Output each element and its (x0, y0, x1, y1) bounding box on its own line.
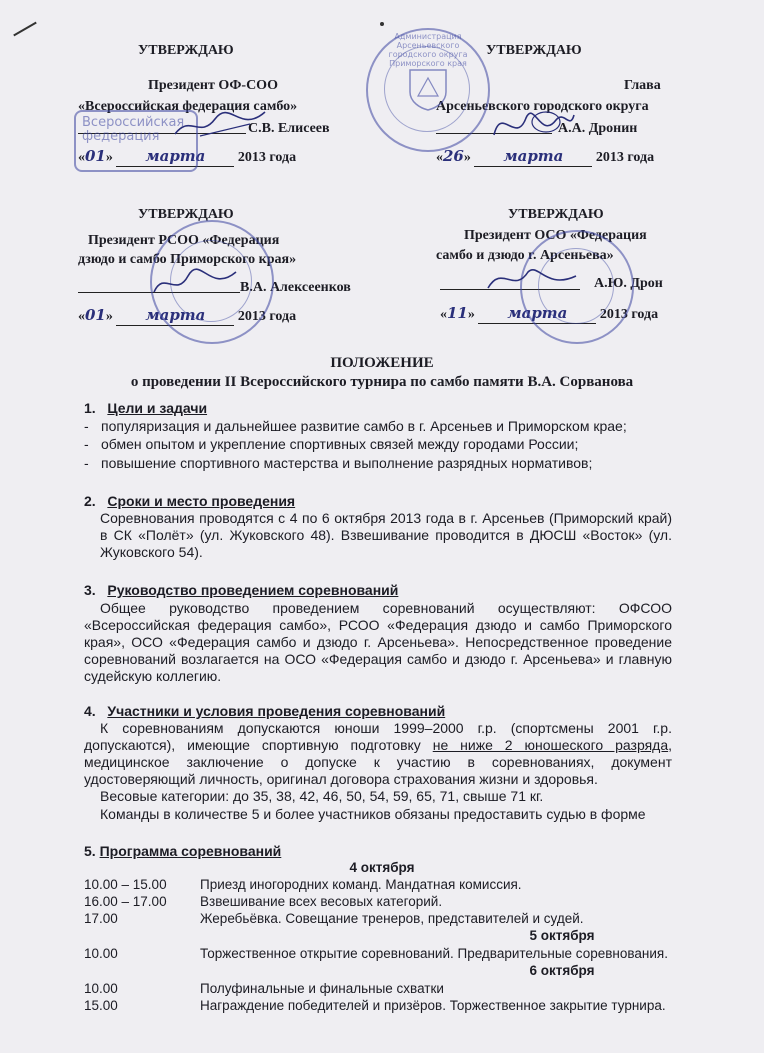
program-event: Полуфинальные и финальные схватки (200, 981, 444, 996)
approval-heading: УТВЕРЖДАЮ (486, 43, 582, 58)
arsenyev-stamp-text: Администрация Арсеньевского городского округа Приморского края (388, 32, 468, 68)
date-year: 2013 года (237, 309, 297, 324)
approval-signer: А.Ю. Дрон (594, 276, 663, 291)
approval-signer: С.В. Елисеев (248, 121, 330, 136)
approval-line1: Глава (624, 78, 661, 93)
program-row (84, 946, 668, 961)
bullet-mark: - (84, 436, 89, 452)
section-title: Руководство проведением соревнований (107, 582, 399, 598)
program-time: 10.00 – 15.00 (84, 877, 167, 892)
date-month: марта (503, 147, 564, 165)
program-time: 10.00 (84, 946, 118, 961)
signature-eliseev (170, 104, 270, 144)
approval-line2: дзюдо и самбо Приморского края» (78, 252, 297, 267)
document-subtitle: о проведении II Всероссийского турнира по самбо памяти В.А. Сорванова (130, 374, 634, 390)
program-event: Взвешивание всех весовых категорий. (200, 894, 443, 909)
date-month: марта (145, 306, 206, 324)
date-day: 01 (85, 306, 106, 324)
date-day: 26 (443, 147, 464, 165)
program-day-label: 4 октября (349, 860, 415, 875)
document-title: ПОЛОЖЕНИЕ (330, 355, 434, 371)
bullet-mark: - (84, 418, 89, 434)
section-1-heading (84, 400, 207, 416)
approval-signer: В.А. Алексеенков (240, 280, 351, 295)
date-quote-close: » (463, 150, 471, 165)
date-quote-open: « (440, 307, 447, 322)
section-4-text-underlined: не ниже 2 юношеского разряда (432, 737, 669, 753)
date-day: 01 (85, 147, 106, 165)
section-3-text: Общее руководство проведением соревнований осуществляют: ОФСОО «Всероссийская федерация самбо», РСОО «Федерация дзюдо и самбо Приморского края», ОСО «Федерация самбо и дзюдо г. Арсеньева». Непосредственное проведение соревнований возлагается на ОСО «Федерация самбо и дзюдо г. Арсеньева» и главную судейскую коллегию. (84, 600, 672, 684)
section-number: 2. (84, 493, 96, 509)
program-time: 15.00 (84, 998, 118, 1013)
section-4-text-b: , медицинское заключение о допуске к участию в соревнованиях, документ удостоверяющий личность, оригинал договора страхования жизни и здоровья. (84, 737, 672, 787)
program-row (84, 877, 522, 892)
ink-dot (380, 22, 384, 26)
date-year: 2013 года (237, 150, 297, 165)
date-quote-open: « (78, 150, 85, 165)
program-row (84, 894, 442, 909)
approval-line2: «Всероссийская федерация самбо» (78, 99, 298, 114)
program-time: 10.00 (84, 981, 118, 996)
section-5-heading (84, 843, 281, 859)
section-title: Сроки и место проведения (107, 493, 296, 509)
section-title: Цели и задачи (107, 400, 208, 416)
program-row (84, 998, 666, 1013)
program-event: Жеребьёвка. Совещание тренеров, представителей и судей. (200, 911, 584, 926)
section-number: 4. (84, 703, 96, 719)
vfs-stamp-text: Всероссийская федерация (82, 115, 185, 144)
date-quote-open: « (78, 309, 85, 324)
signature-dron (484, 260, 580, 300)
section-3-heading (84, 582, 398, 598)
date-month-line (474, 148, 592, 167)
date-year: 2013 года (599, 307, 659, 322)
approval-line2: самбо и дзюдо г. Арсеньева» (436, 248, 614, 263)
date-quote-open: « (436, 150, 443, 165)
program-event: Торжественное открытие соревнований. Предварительные соревнования. (200, 946, 668, 961)
program-row (84, 911, 584, 926)
list-item-text: обмен опытом и укрепление спортивных связей между городами России; (101, 436, 579, 452)
approval-signer: А.А. Дронин (558, 121, 638, 136)
program-row (84, 981, 444, 996)
approval-line1: Президент ОФ-СОО (148, 78, 278, 93)
section-2-text: Соревнования проводятся с 4 по 6 октября 2013 года в г. Арсеньев (Приморский край) в СК «Полёт» (ул. Жуковского 48). Взвешивание проводится в ДЮСШ «Восток» (ул. Жуковского 54). (100, 510, 672, 560)
list-item-text: повышение спортивного мастерства и выполнение разрядных нормативов; (101, 455, 593, 471)
section-number: 1. (84, 400, 96, 416)
list-item (84, 455, 593, 472)
date-quote-close: » (105, 150, 113, 165)
section-title: Программа соревнований (99, 843, 282, 859)
section-4-text-a: К соревнованиям допускаются юноши 1999–2000 г.р. (спортсмены 2001 г.р. допускаются), имеющие спортивную подготовку (84, 720, 672, 753)
bullet-mark: - (84, 455, 89, 471)
section-2-heading (84, 493, 295, 509)
date-month: марта (507, 304, 568, 322)
approval-heading: УТВЕРЖДАЮ (138, 207, 234, 222)
approval-heading: УТВЕРЖДАЮ (138, 43, 234, 58)
arsenyev-administration-stamp (366, 28, 490, 152)
list-item (84, 436, 579, 453)
corner-pen-mark (13, 22, 37, 37)
coat-of-arms-icon (408, 68, 448, 112)
approval-date (436, 148, 654, 167)
program-event: Награждение победителей и призёров. Торжественное закрытие турнира. (200, 998, 666, 1013)
list-item (84, 418, 627, 435)
program-day-label: 5 октября (529, 928, 595, 943)
section-4-text (84, 720, 672, 788)
list-item-text: популяризация и дальнейшее развитие самбо в г. Арсеньев и Приморском крае; (101, 418, 627, 434)
program-time: 16.00 – 17.00 (84, 894, 167, 909)
section-number: 5. (84, 843, 96, 859)
approval-line2: Арсеньевского городского округа (436, 99, 649, 114)
signature-alekseenkov (150, 262, 240, 302)
approval-heading: УТВЕРЖДАЮ (508, 207, 604, 222)
program-time: 17.00 (84, 911, 118, 926)
section-number: 3. (84, 582, 96, 598)
date-day: 11 (447, 304, 468, 322)
signature-dronin (486, 100, 576, 150)
approval-line1: Президент ОСО «Федерация (464, 228, 647, 243)
program-event: Приезд иногородних команд. Мандатная комиссия. (200, 877, 522, 892)
date-month: марта (145, 147, 206, 165)
date-quote-close: » (467, 307, 475, 322)
section-4-heading (84, 703, 445, 719)
date-year: 2013 года (595, 150, 655, 165)
section-title: Участники и условия проведения соревнований (107, 703, 446, 719)
approval-line1: Президент РСОО «Федерация (88, 233, 280, 248)
weight-categories: Весовые категории: до 35, 38, 42, 46, 50, 54, 59, 65, 71, свыше 71 кг. (100, 788, 544, 804)
date-quote-close: » (105, 309, 113, 324)
program-day-label: 6 октября (529, 963, 595, 978)
teams-requirement: Команды в количестве 5 и более участников обязаны предоставить судью в форме (100, 806, 646, 822)
